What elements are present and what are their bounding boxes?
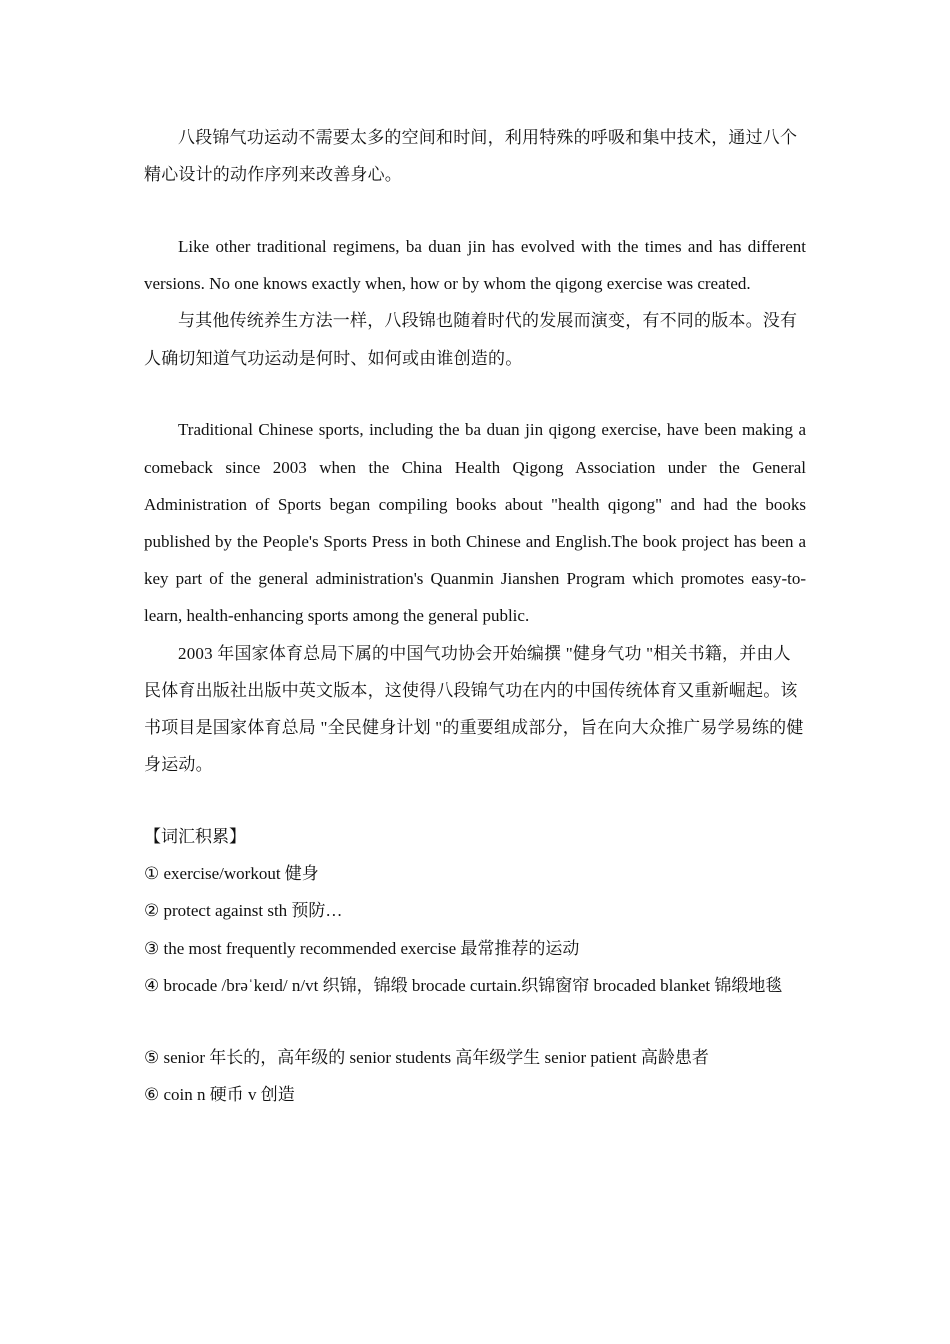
vocab-item-2: ② protect against sth 预防… [144,901,343,921]
paragraph-gap [144,1004,806,1039]
vocab-item-4: ④ brocade /brəˈkeɪd/ n/vt 织锦，锦缎 brocade curtain.织锦窗帘 brocaded blanket 锦缎地毯 [144,975,783,995]
vocab-item-6: ⑥ coin n 硬币 v 创造 [144,1084,295,1104]
document-page [144,119,806,1113]
paragraph-gap [144,193,806,228]
vocab-item-3: ③ the most frequently recommended exercise 最常推荐的运动 [144,938,580,958]
paragraph-zh-2: 与其他传统养生方法一样，八段锦也随着时代的发展而演变，有不同的版本。没有人确切知道气功运动是何时、如何或由谁创造的。 [144,311,798,368]
vocab-item-1: ① exercise/workout 健身 [144,864,319,884]
vocab-item-5: ⑤ senior 年长的，高年级的 senior students 高年级学生 senior patient 高龄患者 [144,1047,709,1067]
paragraph-gap [144,377,806,412]
paragraph-gap [144,783,806,818]
vocab-heading: 【词汇积累】 [144,827,246,847]
paragraph-en-3: Traditional Chinese sports, including the ba duan jin qigong exercise, have been making a comeback since 2003 when the China Health Qigong Association under the General Administration of Sports began compiling books about "health qigong" and had the books published by the People's Sports Press in both Chinese and English.The book project has been a key part of the general administration's Quanmin Jianshen Program which promotes easy-to-learn, health-enhancing sports among the general public. [144,420,806,626]
paragraph-zh-3: 2003 年国家体育总局下属的中国气功协会开始编撰 "健身气功 "相关书籍，并由人民体育出版社出版中英文版本，这使得八段锦气功在内的中国传统体育又重新崛起。该书项目是国家体育总局 "全民健身计划 "的重要组成部分，旨在向大众推广易学易练的健身运动。 [144,643,804,775]
paragraph-en-2: Like other traditional regimens, ba duan jin has evolved with the times and has different versions. No one knows exactly when, how or by whom the qigong exercise was created. [144,237,806,294]
paragraph-zh-1: 八段锦气功运动不需要太多的空间和时间，利用特殊的呼吸和集中技术，通过八个精心设计的动作序列来改善身心。 [144,128,798,185]
